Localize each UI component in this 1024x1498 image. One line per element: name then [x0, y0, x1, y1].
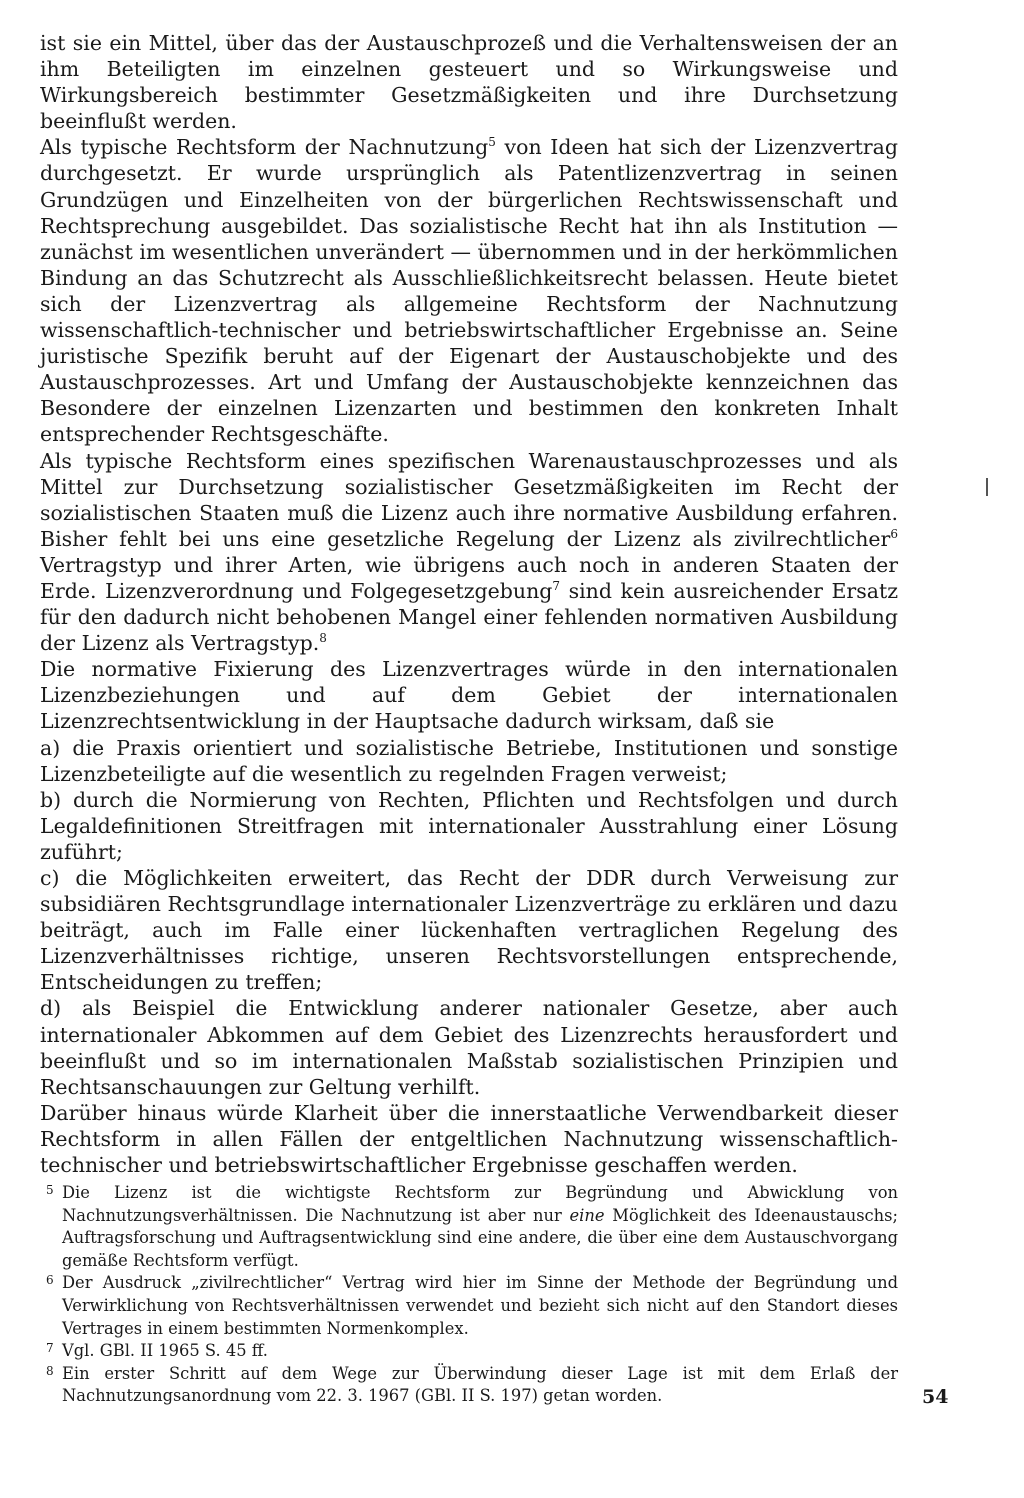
footnote-ref-8[interactable]: 8 — [319, 631, 327, 646]
footnote-text: Vgl. GBl. II 1965 S. 45 ff. — [62, 1341, 268, 1361]
paragraph-normative-training — [40, 448, 898, 657]
list-item-c: c) die Möglichkeiten erweitert, das Recht der DDR durch Verweisung zur subsidiären Rechtsgrundlage internationaler Lizenzverträge zu erklären und dazu beiträgt, auch im Falle einer lückenhaften vertraglichen Regelung des Lizenzverhältnisses richtige, unseren Rechtsvorstellungen entsprechende, Entscheidungen zu treffen; — [40, 866, 898, 995]
paragraph-text: sind kein ausreichender Ersatz für den dadurch nicht behobenen Mangel einer fehlenden normativen Ausbildung der Lizenz als Vertragstyp. — [40, 578, 898, 656]
footnote-number: 5 — [46, 1183, 54, 1197]
paragraph-license-contract — [40, 134, 898, 447]
footnote-text: Die Lizenz ist die wichtigste Rechtsform zur Begründung und Abwicklung von Nachnutzungsverhältnissen. Die Nachnutzung ist aber nur — [62, 1183, 898, 1225]
footnote-number: 7 — [46, 1341, 54, 1356]
paragraph-text: Vertragstyp und ihrer Arten, wie übrigens auch noch in anderen Staaten der Erde. Lizenzverordnung und Folgegesetzgebung — [40, 552, 898, 603]
margin-mark — [986, 478, 988, 496]
footnote-8 — [46, 1363, 898, 1408]
list-item-b: b) durch die Normierung von Rechten, Pflichten und Rechtsfolgen und durch Legaldefinitionen Streitfragen mit internationaler Ausstrahlung einer Lösung zuführt; — [40, 787, 898, 864]
footnote-text: Möglichkeit des Ideenaustauschs; Auftragsforschung und Auftragsentwicklung sind eine andere, die über eine dem Austauschvorgang gemäße Rechtsform verfügt. — [62, 1205, 899, 1270]
page-number: 54 — [922, 1386, 949, 1408]
footnote-number: 8 — [46, 1363, 54, 1378]
footnotes-section — [46, 1182, 898, 1408]
paragraph-continuation: ist sie ein Mittel, über das der Austauschprozeß und die Verhaltensweisen der an ihm Beteiligten im einzelnen gesteuert und so Wirkungsweise und Wirkungsbereich bestimmter Gesetzmäßigkeiten und ihre Durchsetzung beeinflußt werden. — [40, 31, 898, 134]
paragraph-normative-fixation: Die normative Fixierung des Lizenzvertrages würde in den internationalen Lizenzbeziehungen und auf dem Gebiet der internationalen Lizenzrechtsentwicklung in der Hauptsache dadurch wirksam, daß sie — [40, 657, 898, 734]
paragraph-text: Als typische Rechtsform der Nachnutzung — [40, 135, 489, 160]
footnote-6 — [46, 1272, 898, 1340]
paragraph-text: von Ideen hat sich der Lizenzvertrag durchgesetzt. Er wurde ursprünglich als Patentlizenzvertrag in seinen Grundzügen und Einzelheiten von der bürgerlichen Rechtswissenschaft und Rechtsprechung ausgebildet. Das sozialistische Recht hat ihn als Institution — zunächst im wesentlichen unverändert — übernommen und in der herkömmlichen Bindung an das Schutzrecht als Ausschließlichkeitsrecht belassen. Heute bietet sich der Lizenzvertrag als allgemeine Rechtsform der Nachnutzung wissenschaftlich-technischer und betriebswirtschaftlicher Ergebnisse an. Seine juristische Spezifik beruht auf der Eigenart der Austauschobjekte und des Austauschprozesses. Art und Umfang der Austauschobjekte kennzeichnen das Besondere der einzelnen Lizenzarten und bestimmen den konkreten Inhalt entsprechender Rechtsgeschäfte. — [40, 135, 898, 447]
paragraph-text: Als typische Rechtsform eines spezifischen Warenaustauschprozesses und als Mittel zur Durchsetzung sozialistischer Gesetzmäßigkeiten im Recht der sozialistischen Staaten muß die Lizenz auch ihre normative Ausbildung erfahren. Bisher fehlt bei uns eine gesetzliche Regelung der Lizenz als zivilrechtlicher — [40, 448, 898, 551]
footnote-ref-6[interactable]: 6 — [890, 526, 898, 541]
footnote-text: Der Ausdruck „zivilrechtlicher“ Vertrag wird hier im Sinne der Methode der Begründung und Verwirklichung von Rechtsverhältnissen verwendet und bezieht sich nicht auf den Standort dieses Vertrages in einem bestimmten Normenkomplex. — [62, 1273, 898, 1338]
main-text — [40, 30, 898, 1178]
footnote-number: 6 — [46, 1273, 54, 1288]
footnote-7 — [46, 1340, 898, 1363]
paragraph-conclusion: Darüber hinaus würde Klarheit über die innerstaatliche Verwendbarkeit dieser Rechtsform in allen Fällen der entgeltlichen Nachnutzung wissenschaftlich-technischer und betriebswirtschaftlicher Ergebnisse geschaffen werden. — [40, 1100, 898, 1178]
list-item-a: a) die Praxis orientiert und sozialistische Betriebe, Institutionen und sonstige Lizenzbeteiligte auf die wesentlich zu regelnden Fragen verweist; — [40, 735, 898, 786]
footnote-ref-5[interactable]: 5 — [488, 135, 496, 150]
footnote-5 — [46, 1182, 898, 1272]
footnote-text: Ein erster Schritt auf dem Wege zur Überwindung dieser Lage ist mit dem Erlaß der Nachnutzungsanordnung vom 22. 3. 1967 (GBl. II S. 197) getan worden. — [62, 1363, 898, 1406]
footnote-emphasis: eine — [569, 1205, 605, 1225]
list-item-d: d) als Beispiel die Entwicklung anderer nationaler Gesetze, aber auch internationaler Abkommen auf dem Gebiet des Lizenzrechts herausfordert und beeinflußt und so im internationalen Maßstab sozialistischen Prinzipien und Rechtsanschauungen zur Geltung verhilft. — [40, 996, 898, 1099]
footnote-ref-7[interactable]: 7 — [552, 578, 561, 593]
